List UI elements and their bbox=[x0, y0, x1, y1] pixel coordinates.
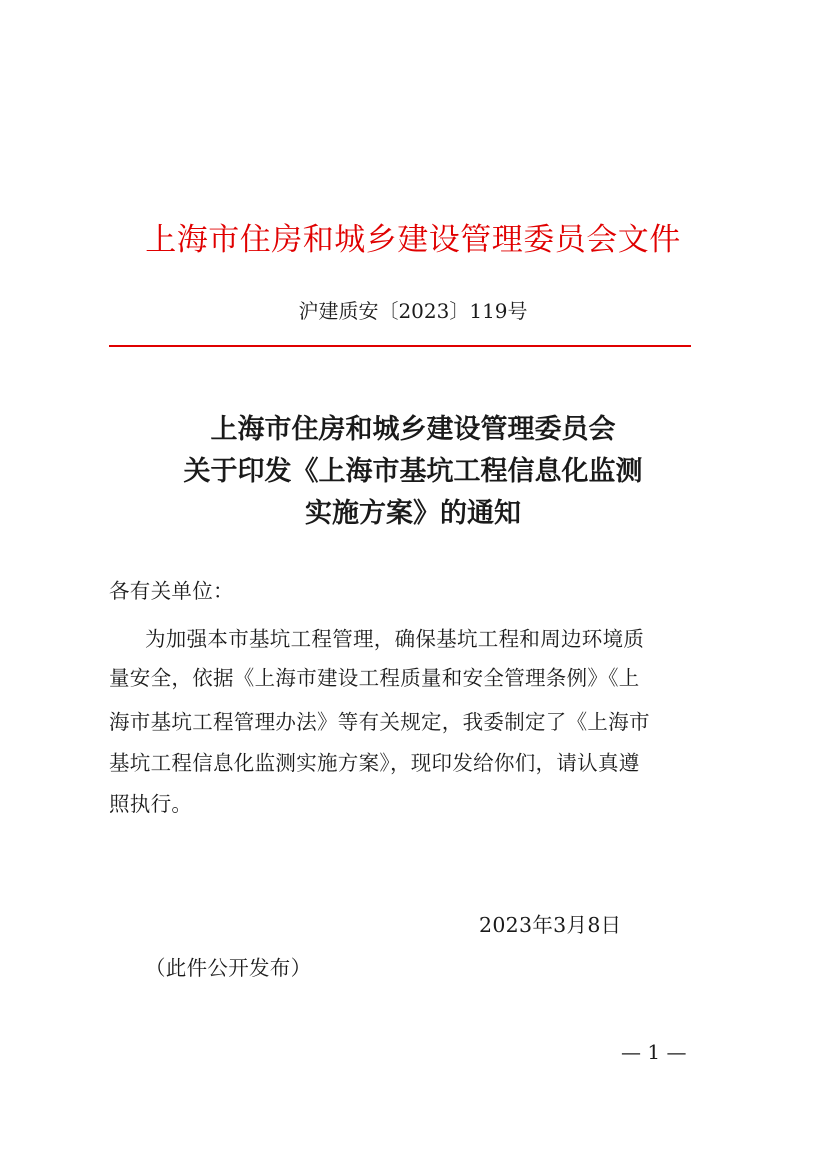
salutation: 各有关单位： bbox=[109, 579, 234, 603]
title-line-1: 上海市住房和城乡建设管理委员会 bbox=[210, 414, 616, 445]
body-line-2: 量安全，依据《上海市建设工程质量和安全管理条例》《上 bbox=[109, 666, 640, 690]
issue-date: 2023年3月8日 bbox=[479, 913, 622, 937]
body-line-4: 基坑工程信息化监测实施方案》，现印发给你们，请认真遵 bbox=[109, 751, 640, 775]
document-number: 沪建质安〔2023〕119号 bbox=[298, 299, 528, 323]
publication-note: （此件公开发布） bbox=[145, 956, 312, 980]
title-line-3: 实施方案》的通知 bbox=[305, 498, 521, 529]
issuing-authority-header: 上海市住房和城乡建设管理委员会文件 bbox=[145, 222, 681, 258]
red-divider-line bbox=[109, 345, 691, 347]
page-number: — 1 — bbox=[621, 1040, 687, 1064]
title-line-2: 关于印发《上海市基坑工程信息化监测 bbox=[183, 456, 643, 487]
body-line-1: 为加强本市基坑工程管理，确保基坑工程和周边环境质 bbox=[145, 627, 645, 651]
body-line-3: 海市基坑工程管理办法》等有关规定，我委制定了《上海市 bbox=[109, 710, 650, 734]
body-line-5: 照执行。 bbox=[109, 792, 193, 816]
